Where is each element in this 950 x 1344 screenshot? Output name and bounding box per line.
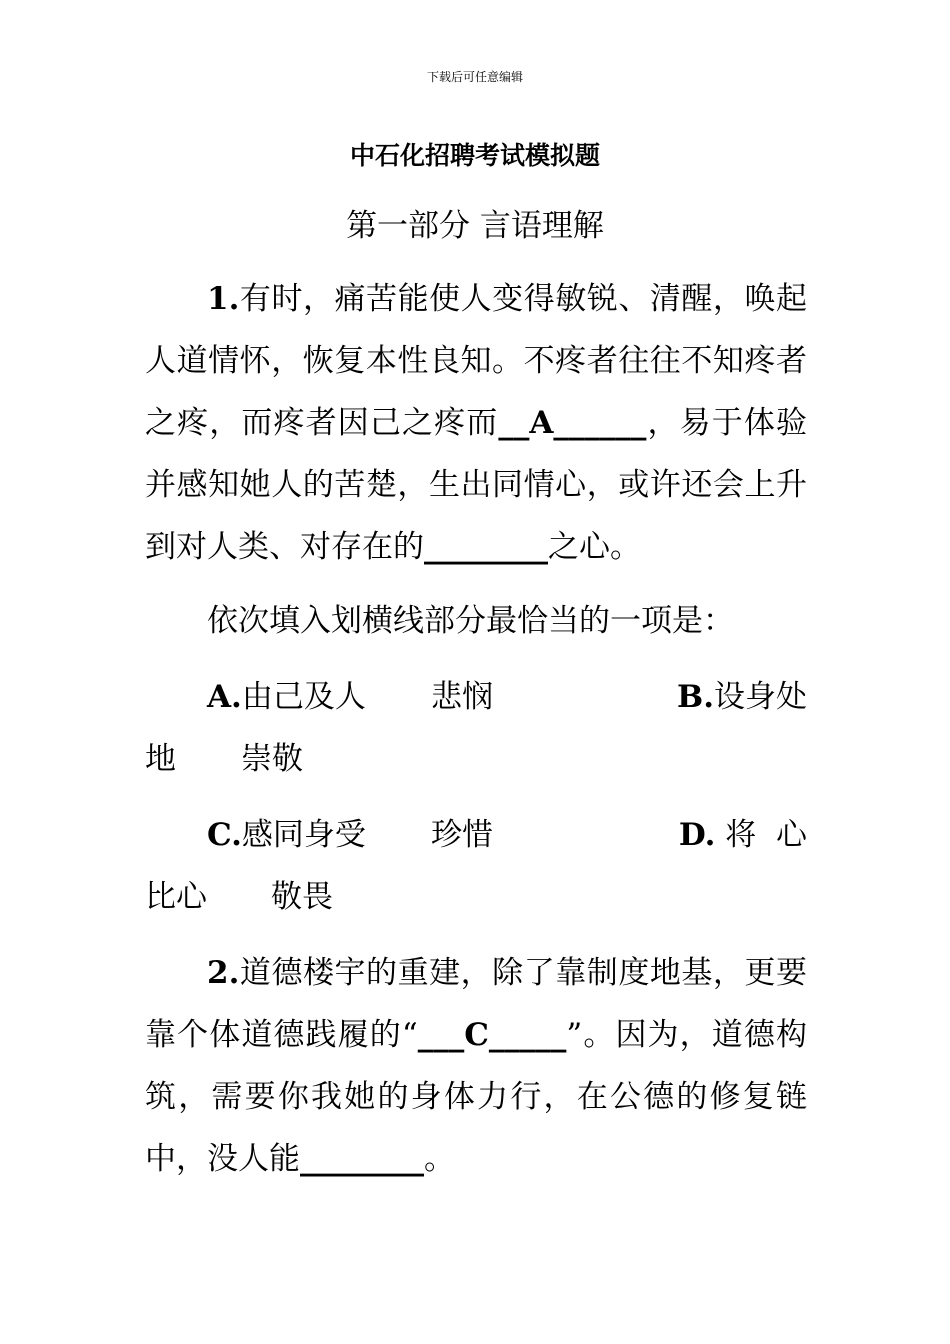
question-2-number: 2. [207,955,240,991]
option-group-ab [145,666,807,790]
question-1-instruction: 依次填入划横线部分最恰当的一项是： [207,603,734,639]
option-a-label: A. [207,679,242,715]
option-row-continued [145,866,807,928]
page-header: 下载后可任意编辑 [426,70,523,84]
option-a-second: 悲悯 [431,679,493,715]
question-2 [145,942,807,1190]
option-c-second: 珍惜 [431,817,493,853]
section-heading: 第一部分 言语理解 [346,208,604,244]
question-2-text-c: 。 [424,1141,455,1177]
question-2-blank-2: ________ [300,1141,424,1177]
option-a-first: 由己及人 [241,679,366,715]
option-d-first-end: 比心 [145,879,207,915]
question-1 [145,268,807,578]
option-c-label: C. [207,817,242,853]
question-1-text-a: 有时，痛苦能使人变得敏锐、清醒，唤起人道情怀，恢复本性良知。不疼者往往不知疼者之疼，而疼者因己之疼而 [145,281,807,441]
option-group-cd [145,804,807,928]
option-b-first-start: 设身处 [714,679,807,715]
option-d-label: D. [678,817,716,853]
option-d-second: 敬畏 [271,879,333,915]
option-b-second: 崇敬 [241,741,303,777]
option-c-first: 感同身受 [241,817,366,853]
document-title: 中石化招聘考试模拟题 [349,141,600,170]
option-c [207,804,431,866]
question-2-blank-1: ___C_____ [417,1017,567,1053]
question-1-blank-2: ________ [424,529,548,565]
question-2-text-b: ”。因为，道德构筑，需要你我她的身体力行，在公德的修复链中，没人能 [145,1017,807,1177]
option-b [581,666,807,728]
option-row-continued [145,728,807,790]
question-1-number: 1. [207,281,240,317]
option-d-first-start: 将 心 [715,817,807,853]
option-row [145,804,807,866]
question-2-text-a: 道德楼宇的重建，除了靠制度地基，更要靠个体道德践履的“ [145,955,807,1053]
option-d [581,804,807,866]
document-body [145,268,807,1190]
option-row [145,666,807,728]
option-b-first-end: 地 [145,741,176,777]
question-1-blank-1: __A______ [498,405,647,441]
question-1-text-c: 之心。 [548,529,641,565]
option-a [207,666,431,728]
option-b-label: B. [677,679,714,715]
question-1-text-b: ，易于体验并感知她人的苦楚，生出同情心，或许还会上升到对人类、对存在的 [145,405,808,565]
